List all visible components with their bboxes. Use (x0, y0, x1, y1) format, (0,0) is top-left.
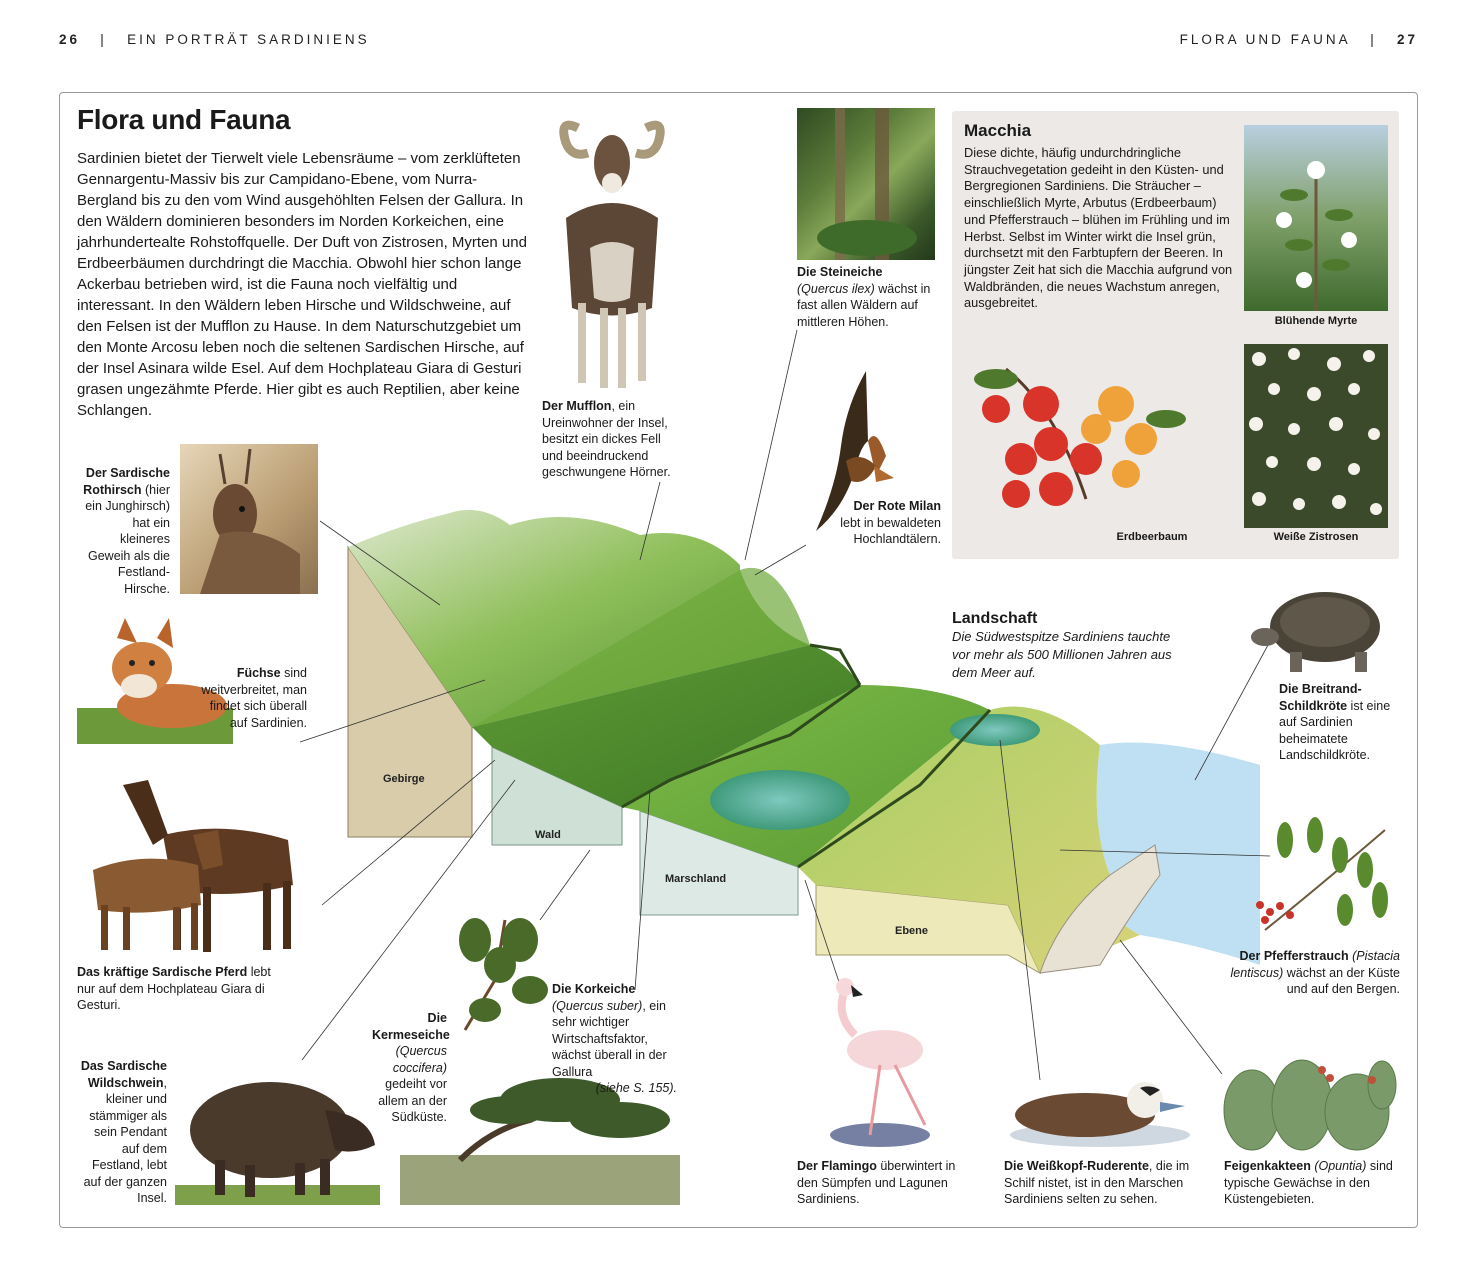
macchia-title: Macchia (964, 121, 1032, 140)
macchia-box (952, 111, 1399, 559)
caption-steineiche: Die Steineiche (Quercus ilex) wächst in fast allen Wäldern auf mittleren Höhen. (797, 265, 931, 329)
landschaft-subtitle: Die Südwestspitze Sardiniens tauchte vor mehr als 500 Millionen Jahren aus dem Meer auf. (952, 629, 1172, 680)
rothirsch-image (180, 444, 318, 594)
kermeseiche-image (445, 910, 555, 1035)
feigenkakteen-image (1222, 1050, 1397, 1155)
caption-milan: Der Rote Milan lebt in bewaldeten Hochlandtälern. (840, 499, 941, 546)
caption-korkeiche: Die Korkeiche (Quercus suber), ein sehr wichtiger Wirtschaftsfaktor, wächst überall in der Gallura (siehe S. 155). (552, 982, 677, 1095)
lake (950, 714, 1040, 746)
landschaft-caption (952, 610, 1182, 682)
zistrosen-label: Weiße Zistrosen (1273, 531, 1359, 543)
caption-pferd: Das kräftige Sardische Pferd lebt nur auf dem Hochplateau Giara di Gesturi. (77, 965, 271, 1012)
pferd-image (73, 775, 323, 955)
steineiche-image (797, 108, 935, 260)
caption-flamingo: Der Flamingo überwintert in den Sümpfen und Lagunen Sardiniens. (797, 1159, 956, 1206)
page-number-right: 27 (1396, 32, 1418, 47)
caption-feigenkakteen: Feigenkakteen (Opuntia) sind typische Gewächse in den Küstengebieten. (1224, 1159, 1393, 1206)
running-head-left: 26 | EIN PORTRÄT SARDINIENS (59, 32, 370, 47)
myrte-image (1244, 125, 1388, 311)
caption-wildschwein: Das Sardische Wildschwein, kleiner und stämmiger als sein Pendant auf dem Festland, lebt auf der ganzen Insel. (80, 1059, 167, 1205)
running-head-right: FLORA UND FAUNA | 27 (1179, 32, 1418, 47)
zone-label-ebene: Ebene (895, 925, 929, 937)
pfefferstrauch-image (1245, 810, 1395, 940)
caption-ruderente: Die Weißkopf-Ruderente, die im Schilf nistet, ist in den Marschen Sardiniens selten zu sehen. (1004, 1159, 1190, 1206)
landschaft-title: Landschaft (952, 610, 1038, 627)
caption-rothirsch: Der Sardische Rothirsch (hier ein Junghirsch) hat ein kleineres Geweih als die Festland-Hirsche. (83, 466, 170, 596)
caption-mufflon: Der Mufflon, ein Ureinwohner der Insel, besitzt ein dickes Fell und beeindruckend geschwungene Hörner. (542, 399, 671, 479)
intro-text: Sardinien bietet der Tierwelt viele Lebensräume – vom zerklüfteten Gennargentu-Massiv bis zur Campidano-Ebene, vom Nurra-Bergland bis zu den vom Wind ausgehöhlten Felsen der Gallura. In den Wäldern dominieren besonders im Norden Korkeichen, eine jahrhundertealte Rohstoffquelle. Der Duft von Zistrosen, Myrten und Erdbeerbäumen durchdringt die Macchia. Obwohl hier schon lange Ackerbau betrieben wird, ist die Fauna noch vielfältig und interessant. In den Wäldern leben Hirsche und Wildschweine, auf den Felsen ist der Mufflon zu Hause. In dem Naturschutzgebiet um den Monte Arcosu leben noch die seltenen Sardischen Hirsche, auf der Insel Asinara wilde Esel. Auf dem Hochplateau Giara di Gesturi grasen ungezähmte Pferde. Hier gibt es auch Reptilien, aber keine Schlangen. (77, 150, 527, 419)
ruderente-image (1000, 1070, 1200, 1150)
zone-label-gebirge: Gebirge (383, 773, 425, 785)
caption-pfefferstrauch: Der Pfefferstrauch (Pistacia lentiscus) wächst an der Küste und auf den Bergen. (1230, 949, 1400, 996)
myrte-label: Blühende Myrte (1274, 315, 1358, 327)
page-number-left: 26 (59, 32, 81, 47)
macchia-text: Diese dichte, häufig undurchdringliche Strauchvegetation gedeiht in den Küsten- und Bergregionen Sardiniens. Die Sträucher – einschließlich Myrte, Arbutus (Erdbeerbaum) und Pfefferstrauch – blühen im Frühling und im Herbst. Selbst im Winter wirkt die Insel grün, durchsetzt mit den Farbtupfern der Beeren. In jüngster Zeit hat sich die Macchia aufgrund von Waldbränden, die neues Wachstum anregen, ausgebreitet. (964, 145, 1233, 311)
flamingo-image (815, 975, 940, 1150)
schildkroete-image (1250, 582, 1395, 677)
mufflon-image (548, 108, 676, 393)
lagoon (710, 770, 850, 830)
running-title-left: EIN PORTRÄT SARDINIENS (127, 32, 370, 47)
wildschwein-image (175, 1055, 380, 1205)
page-title: Flora und Fauna (77, 104, 291, 135)
running-title-right: FLORA UND FAUNA (1179, 32, 1350, 47)
zone-label-wald: Wald (535, 829, 561, 841)
zone-label-marschland: Marschland (665, 873, 727, 885)
zistrosen-image (1244, 344, 1388, 528)
caption-schildkroete: Die Breitrand-Schildkröte ist eine auf Sardinien beheimatete Landschildkröte. (1279, 682, 1391, 762)
erdbeerbaum-image (966, 349, 1196, 529)
erdbeerbaum-label: Erdbeerbaum (1116, 531, 1188, 543)
caption-kermeseiche: Die Kermeseiche (Quercus coccifera) gedeiht vor allem an der Südküste. (372, 1011, 450, 1124)
caption-fuchs: Füchse sind weitverbreitet, man findet sich überall auf Sardinien. (201, 666, 307, 730)
